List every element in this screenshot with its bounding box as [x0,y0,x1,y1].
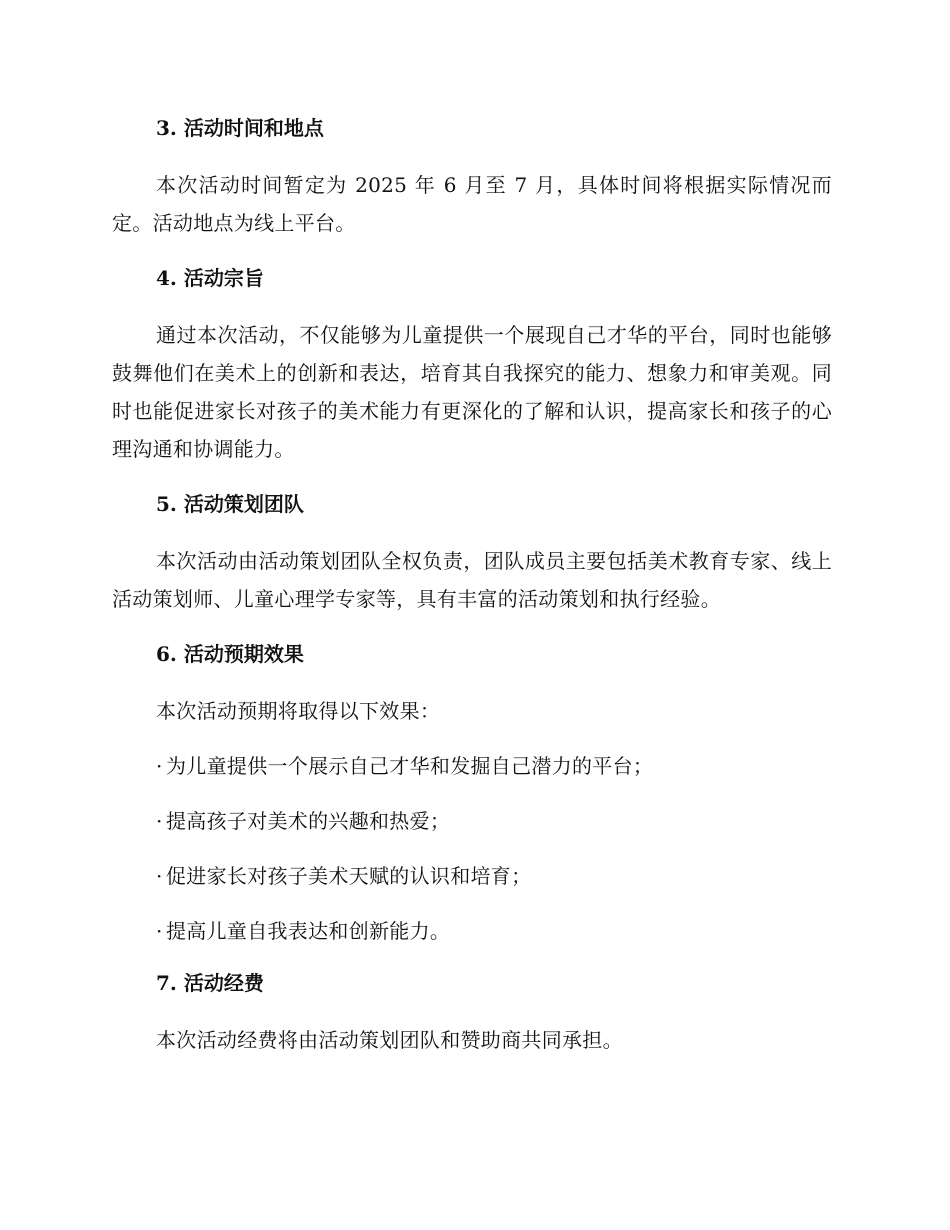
section-heading-budget: 7. 活动经费 [156,971,264,995]
paragraph-team: 本次活动由活动策划团队全权负责，团队成员主要包括美术教育专家、线上活动策划师、儿童心理学专家等，具有丰富的活动策划和执行经验。 [112,549,832,611]
bullet-item [112,857,832,895]
section-heading-time-location: 3. 活动时间和地点 [156,116,324,140]
section-heading-team: 5. 活动策划团队 [156,492,304,516]
bullet-dot-icon: · [156,864,163,888]
bullet-text: 提高儿童自我表达和创新能力。 [166,919,451,943]
paragraph-expected-results-intro: 本次活动预期将取得以下效果： [156,699,441,723]
paragraph-time-location: 本次活动时间暂定为 2025 年 6 月至 7 月，具体时间将根据实际情况而定。活动地点为线上平台。 [112,173,832,235]
bullet-text: 为儿童提供一个展示自己才华和发掘自己潜力的平台； [166,754,654,778]
paragraph-budget: 本次活动经费将由活动策划团队和赞助商共同承担。 [156,1028,623,1052]
bullet-item [112,802,832,840]
bullet-dot-icon: · [156,809,163,833]
bullet-text: 提高孩子对美术的兴趣和热爱； [166,809,451,833]
bullet-text: 促进家长对孩子美术天赋的认识和培育； [166,864,532,888]
bullet-item [112,912,832,950]
bullet-item [112,747,832,785]
section-heading-purpose: 4. 活动宗旨 [156,266,264,290]
section-heading-expected-results: 6. 活动预期效果 [156,642,304,666]
bullet-dot-icon: · [156,919,163,943]
bullet-dot-icon: · [156,754,163,778]
paragraph-purpose: 通过本次活动，不仅能够为儿童提供一个展现自己才华的平台，同时也能够鼓舞他们在美术上的创新和表达，培育其自我探究的能力、想象力和审美观。同时也能促进家长对孩子的美术能力有更深化的了解和认识，提高家长和孩子的心理沟通和协调能力。 [112,323,832,461]
document-body [112,112,832,1079]
